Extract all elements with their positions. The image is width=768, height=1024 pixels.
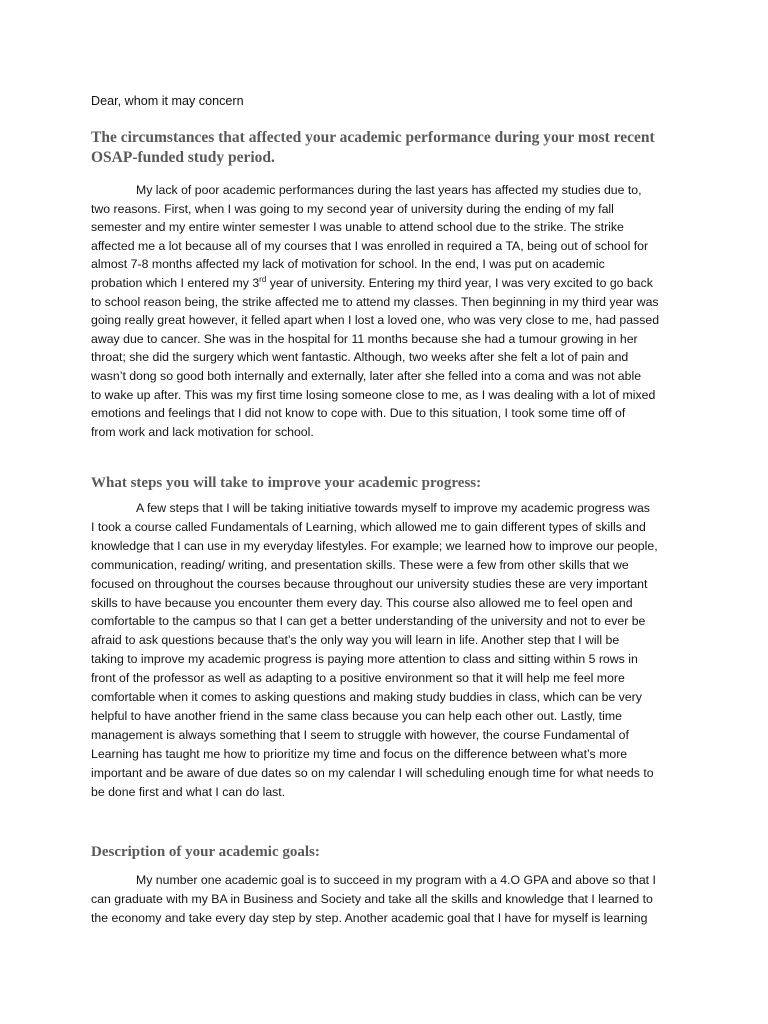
- paragraph-line: be done first and what I can do last.: [91, 784, 286, 799]
- paragraph-line: probation which I entered my 3rd year of university. Entering my third year, I was very excited to go back: [91, 274, 653, 290]
- paragraph-line: communication, reading/ writing, and presentation skills. These were a few from other skills that we: [91, 557, 629, 572]
- paragraph-line: semester and my entire winter semester I was unable to attend school due to the strike. The strike: [91, 220, 624, 235]
- heading-line: The circumstances that affected your academic performance during your most recent: [91, 129, 655, 146]
- paragraph-line: front of the professor as well as adapting to a positive environment so that it will help me feel more: [91, 671, 625, 686]
- paragraph-line: My lack of poor academic performances during the last years has affected my studies due to,: [136, 183, 642, 197]
- paragraph-line: afraid to ask questions because that’s the only way you will learn in life. Another step that I will be: [91, 633, 620, 648]
- section-paragraph: [91, 181, 659, 441]
- paragraph-line: A few steps that I will be taking initiative towards myself to improve my academic progress was: [136, 501, 650, 515]
- paragraph-line: going really great however, it felled apart when I lost a loved one, who was very close to me, had passed: [91, 313, 660, 328]
- paragraph-line: affected me a lot because all of my courses that I was enrolled in required a TA, being out of school for: [91, 238, 649, 253]
- paragraph-line: focused on throughout the courses because throughout our university studies these are very important: [91, 576, 648, 591]
- paragraph-line: the economy and take every day step by step. Another academic goal that I have for myself is learning: [91, 911, 648, 925]
- ordinal-suffix: rd: [259, 274, 267, 284]
- paragraph-line: taking to improve my academic progress is paying more attention to class and sitting within 5 rows in: [91, 652, 638, 667]
- paragraph-line: comfortable to the campus so that I can get a better understanding of the university and not to ever be: [91, 614, 646, 629]
- paragraph-line: two reasons. First, when I was going to my second year of university during the ending of my fall: [91, 201, 614, 216]
- section-heading: [91, 843, 320, 862]
- paragraph-line: helpful to have another friend in the same class because you can help each other out. Lastly, time: [91, 708, 622, 723]
- salutation: Dear, whom it may concern: [91, 94, 244, 108]
- section-heading: [91, 474, 481, 493]
- section-heading: [91, 128, 655, 167]
- paragraph-line: away due to cancer. She was in the hospital for 11 months because she had a tumour growing in her: [91, 331, 638, 346]
- paragraph-line: to school reason being, the strike affected me to attend my classes. Then beginning in my third year was: [91, 294, 659, 309]
- heading-line: What steps you will take to improve your academic progress:: [91, 475, 482, 491]
- section-paragraph: [91, 871, 656, 928]
- paragraph-line: knowledge that I can use in my everyday lifestyles. For example; we learned how to improve our people,: [91, 538, 658, 553]
- paragraph-line: wasn’t dong so good both internally and externally, later after she felled into a coma and was not able: [91, 368, 642, 383]
- paragraph-line: to wake up after. This was my first time losing someone close to me, as I was dealing with a lot of mixed: [91, 387, 656, 402]
- paragraph-line: from work and lack motivation for school.: [91, 424, 314, 439]
- paragraph-line: My number one academic goal is to succeed in my program with a 4.O GPA and above so that I: [136, 873, 656, 887]
- paragraph-line: comfortable when it comes to asking questions and making study buddies in class, which can be very: [91, 690, 642, 705]
- section-paragraph: [91, 499, 658, 802]
- heading-line: OSAP-funded study period.: [91, 148, 275, 166]
- paragraph-line: emotions and feelings that I did not know to cope with. Due to this situation, I took some time off of: [91, 406, 626, 421]
- paragraph-line: skills to have because you encounter them every day. This course also allowed me to feel open and: [91, 595, 633, 610]
- paragraph-line: important and be aware of due dates so on my calendar I will scheduling enough time for what needs to: [91, 765, 654, 780]
- paragraph-line: almost 7-8 months affected my lack of motivation for school. In the end, I was put on academic: [91, 257, 605, 272]
- paragraph-line: management is always something that I seem to struggle with however, the course Fundamental of: [91, 727, 629, 742]
- paragraph-line: can graduate with my BA in Business and Society and take all the skills and knowledge that I learned to: [91, 892, 653, 906]
- paragraph-line: throat; she did the surgery which went fantastic. Although, two weeks after she felt a lot of pain and: [91, 350, 629, 365]
- paragraph-line: Learning has taught me how to prioritize my time and focus on the difference between what’s more: [91, 746, 628, 761]
- paragraph-line: I took a course called Fundamentals of Learning, which allowed me to gain different types of skills and: [91, 519, 646, 534]
- heading-line: Description of your academic goals:: [91, 844, 320, 860]
